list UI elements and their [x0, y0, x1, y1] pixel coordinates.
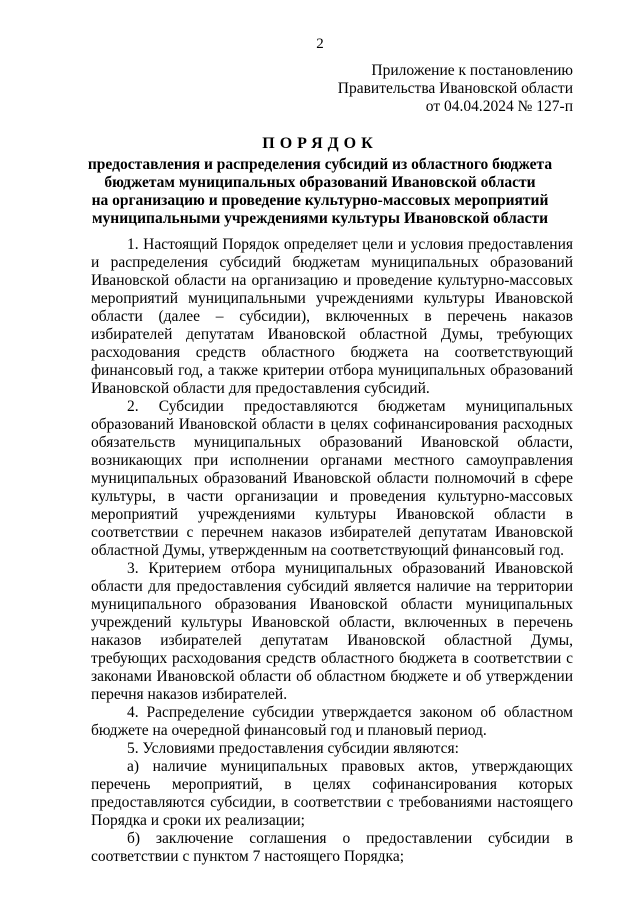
appendix-line-3: от 04.04.2024 № 127-п [425, 98, 573, 115]
appendix-line-1: Приложение к постановлению [371, 62, 573, 79]
page-number: 2 [316, 36, 324, 52]
heading-line-3: на организацию и проведение культурно-массовых мероприятий [91, 192, 549, 209]
paragraph-1: 1. Настоящий Порядок определяет цели и условия предоставления и распределения субсидий бюджетам муниципальных образований Ивановской области на организацию и проведение культурно-массовых мероприятий муниципальными учреждениями культуры Ивановской области (далее – субсидии), включенных в перечень наказов избирателей депутатам Ивановской областной Думы, требующих расходования средств областного бюджета на соответствующий финансовый год, а также критерии отбора муниципальных образований Ивановской области для предоставления субсидий. [91, 236, 573, 397]
paragraph-5: 5. Условиями предоставления субсидии являются: [127, 740, 459, 757]
paragraph-2: 2. Субсидии предоставляются бюджетам муниципальных образований Ивановской области в целях софинансирования расходных обязательств муниципальных образований Ивановской области, возникающих при исполнении органами местного самоуправления муниципальных образований Ивановской области полномочий в сфере культуры, в части организации и проведения культурно-массовых мероприятий учреждениями культуры Ивановской области в соответствии с перечнем наказов избирателей депутатам Ивановской областной Думы, утвержденным на соответствующий финансовый год. [91, 398, 573, 559]
appendix-line-2: Правительства Ивановской области [337, 80, 573, 97]
heading-line-2: бюджетам муниципальных образований Ивановской области [104, 174, 536, 191]
heading-line-1: предоставления и распределения субсидий из областного бюджета [87, 156, 553, 173]
paragraph-3: 3. Критерием отбора муниципальных образований Ивановской области для предоставления субсидий является наличие на территории муниципального образования Ивановской области муниципальных учреждений культуры Ивановской области, включенных в перечень наказов избирателей депутатам Ивановской областной Думы, требующих расходования средств областного бюджета в соответствии с законами Ивановской области об областном бюджете и об утверждении перечня наказов избирателей. [91, 560, 573, 703]
document-heading [0, 135, 640, 228]
document-body [91, 236, 573, 866]
appendix-block [338, 62, 573, 116]
paragraph-5a: а) наличие муниципальных правовых актов, утверждающих перечень мероприятий, в целях софинансирования которых предоставляются субсидии, в соответствии с требованиями настоящего Порядка и сроки их реализации; [91, 758, 573, 829]
paragraph-5b: б) заключение соглашения о предоставлении субсидии в соответствии с пунктом 7 настоящего Порядка; [91, 830, 573, 865]
paragraph-4: 4. Распределение субсидии утверждается законом об областном бюджете на очередной финансовый год и плановый период. [91, 704, 573, 739]
heading-line-4: муниципальными учреждениями культуры Ивановской области [91, 210, 548, 227]
document-title: ПОРЯДОК [262, 135, 378, 152]
